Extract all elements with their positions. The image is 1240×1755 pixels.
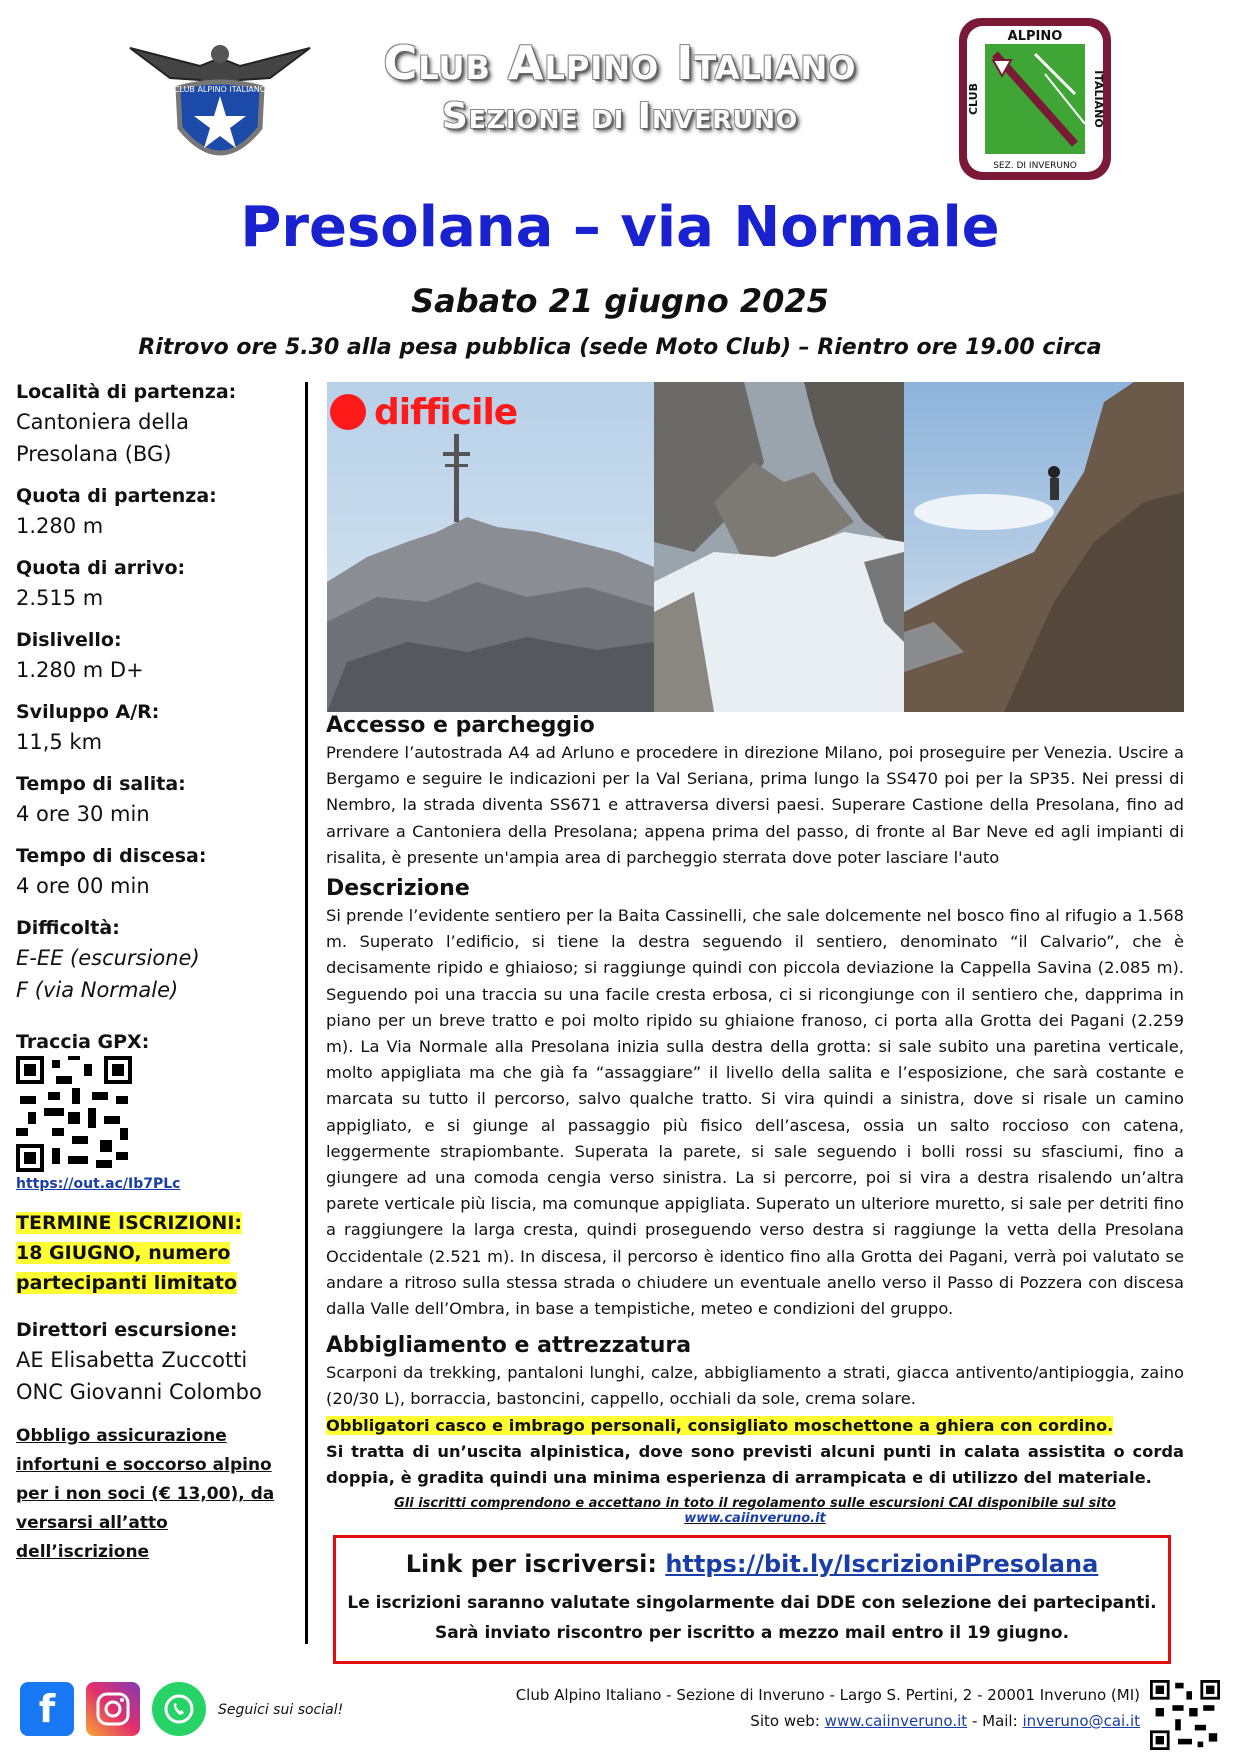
footer-qr-code[interactable] [1150,1680,1220,1750]
director-2: ONC Giovanni Colombo [16,1380,262,1404]
description-text: Si prende l’evidente sentiero per la Baita Cassinelli, che sale dolcemente nel bosco fino al rifugio a 1.568 m. Superato l’edificio, si tiene la destra seguendo il sentiero, denominato “il Calvario”, che è decisamente ripido e ghiaioso; si raggiunge quindi con piccola deviazione la Cappella Savina (2.085 m). Seguendo poi una traccia su una facile cresta erbosa, ci si ricongiunge con il sentiero che, dapprima in piano per un breve tratto e poi molto ripido su ghiaione franoso, ci porta alla Grotta dei Pagani (2.259 m). La Via Normale alla Presolana inizia sulla destra della grotta: si sale subito una paretina verticale, molto appigliata ma che già fa “assaggiare” il livello della salita e l’esposizione, che sarà costante e marcata su tutto il percorso, salvo qualche tratto. Si vira quindi a sinistra, dove si risale un camino appigliato, e si giunge al passaggio più fisico dell’ascesa, ossia un salto roccioso con catena, leggermente strapiombante. Superata la parete, si sale seguendo i bolli rossi su sfasciumi, fino a giungere ad una comoda cengia verso sinistra. La si percorre, poi si vira a destra risalendo un’altra parete verticale più liscia, ma comunque appigliata. Superato un ulteriore muretto, si sale per detriti fino a raggiungere la larga cresta, quindi proseguendo verso destra si raggiunge la vetta della Presolana Occidentale (2.521 m). In discesa, il percorso è identico fino alla Grotta dei Pagani, verrà poi valutato se andare a ritroso sulla stessa strada o chiudere un eventuale anello verso il Passo di Pozzera con discesa dalla Valle dell’Ombra, in base a tempistiche, meteo e condizioni del gruppo. [326,906,1184,1319]
gpx-label: Traccia GPX: [16,1031,150,1053]
club-name: Club Alpino Italiano [383,36,857,90]
climber-rock-wall-photo [904,382,1184,712]
descent-time-value: 4 ore 00 min [16,874,150,898]
insurance-notice: Obbligo assicurazione infortuni e soccorso alpino per i non soci (€ 13,00), da versarsi all’atto dell’iscrizione [16,1426,275,1562]
main-content [326,712,1184,1491]
start-altitude-label: Quota di partenza: [16,485,217,507]
descent-time-label: Tempo di discesa: [16,845,207,867]
club-section: Sezione di Inveruno [441,96,799,137]
start-location-value: Cantoniera della Presolana (BG) [16,410,189,466]
event-title: Presolana – via Normale [240,195,1000,260]
signup-selection-note: Le iscrizioni saranno valutate singolarmente dai DDE con selezione dei partecipanti. [347,1593,1157,1613]
gear-note: Si tratta di un’uscita alpinistica, dove sono previsti alcuni punti in calata assistita o corda doppia, è gradita quindi una minima esperienza di arrampicata e di utilizzo del materiale. [326,1441,1184,1488]
elevation-value: 1.280 m D+ [16,658,144,682]
gear-mandatory: Obbligatori casco e imbrago personali, consigliato moschettone a ghiera con cordino. [326,1415,1114,1435]
gpx-qr-code[interactable] [16,1056,132,1172]
cai-inveruno-logo [955,14,1115,184]
start-altitude-value: 1.280 m [16,514,104,538]
meeting-info: Ritrovo ore 5.30 alla pesa pubblica (sede Moto Club) – Rientro ore 19.00 circa [138,335,1102,360]
length-label: Sviluppo A/R: [16,701,160,723]
description-heading: Descrizione [326,876,470,902]
regulation-note [326,1496,1184,1526]
difficulty-badge-text: difficile [374,391,518,433]
deadline-detail: 18 GIUGNO, numero partecipanti limitato [16,1242,238,1294]
event-date: Sabato 21 giugno 2025 [411,282,829,320]
start-location-label: Località di partenza: [16,381,237,403]
ascent-time-label: Tempo di salita: [16,773,186,795]
access-text: Prendere l’autostrada A4 ad Arluno e procedere in direzione Milano, poi proseguire per Venezia. Uscire a Bergamo e seguire le indicazioni per la Val Seriana, prima lungo la SS470 poi per la SP35. Nei pressi di Nembro, la strada diventa SS671 e attraversa diversi paesi. Superare Castione della Presolana, fino ad arrivare a Cantoniera della Presolana; appena prima del passo, di fronte al Bar Neve ed agli impianti di risalita, è presente un'ampia area di parcheggio sterrata dove poter lasciare l'auto [326,743,1184,867]
footer-site-label: Sito web: [750,1712,820,1730]
facebook-icon[interactable]: f [20,1682,74,1736]
difficulty-dot-icon [330,394,366,430]
signup-box [333,1535,1171,1664]
gear-heading: Abbigliamento e attrezzatura [326,1333,692,1359]
directors-label: Direttori escursione: [16,1319,238,1341]
ascent-time-value: 4 ore 30 min [16,802,150,826]
cai-eagle-logo [120,18,320,178]
elevation-label: Dislivello: [16,629,122,651]
column-divider [305,382,308,1644]
snow-gully-photo [654,382,904,712]
footer-mail-label: - Mail: [971,1712,1018,1730]
instagram-icon[interactable] [86,1682,140,1736]
gpx-link[interactable]: https://out.ac/Ib7PLc [16,1176,181,1192]
difficulty-badge [330,392,517,432]
end-altitude-label: Quota di arrivo: [16,557,186,579]
signup-label: Link per iscriversi: [405,1550,657,1578]
signup-response-note: Sarà inviato riscontro per iscritto a mezzo mail entro il 19 giugno. [434,1623,1070,1643]
sidebar [16,378,296,1567]
svg-text:SEZ. DI INVERUNO: SEZ. DI INVERUNO [993,161,1077,171]
footer-contact [420,1682,1140,1734]
difficulty-label: Difficoltà: [16,917,120,939]
footer-site-link[interactable]: www.caiinveruno.it [824,1712,968,1730]
gear-text: Scarponi da trekking, pantaloni lunghi, calze, abbigliamento a strati, giacca antivento/antipioggia, zaino (20/30 L), borraccia, bastoncini, cappello, occhiali da sole, crema solare. [326,1363,1184,1409]
access-heading: Accesso e parcheggio [326,713,595,738]
svg-text:ITALIANO: ITALIANO [1092,70,1105,128]
social-links [20,1682,206,1736]
signup-link[interactable]: https://bit.ly/IscrizioniPresolana [665,1550,1099,1578]
end-altitude-value: 2.515 m [16,586,104,610]
regulation-note-text: Gli iscritti comprendono e accettano in toto il regolamento sulle escursioni CAI disponibile sul sito [394,1496,1116,1511]
whatsapp-icon[interactable] [152,1682,206,1736]
deadline-title: TERMINE ISCRIZIONI: [16,1212,243,1234]
svg-text:CLUB: CLUB [967,82,980,116]
footer-mail-link[interactable]: inveruno@cai.it [1022,1712,1140,1730]
footer-address: Club Alpino Italiano - Sezione di Inveruno - Largo S. Pertini, 2 - 20001 Inveruno (MI) [515,1686,1140,1704]
difficulty-value-1: E-EE (escursione) [16,946,200,970]
length-value: 11,5 km [16,730,103,754]
svg-text:CLUB ALPINO ITALIANO: CLUB ALPINO ITALIANO [173,85,267,94]
director-1: AE Elisabetta Zuccotti [16,1348,248,1372]
svg-text:ALPINO: ALPINO [1007,29,1063,44]
social-caption: Seguici sui social! [218,1702,344,1718]
regulation-site-link[interactable]: www.caiinveruno.it [684,1511,826,1526]
difficulty-value-2: F (via Normale) [16,978,179,1002]
